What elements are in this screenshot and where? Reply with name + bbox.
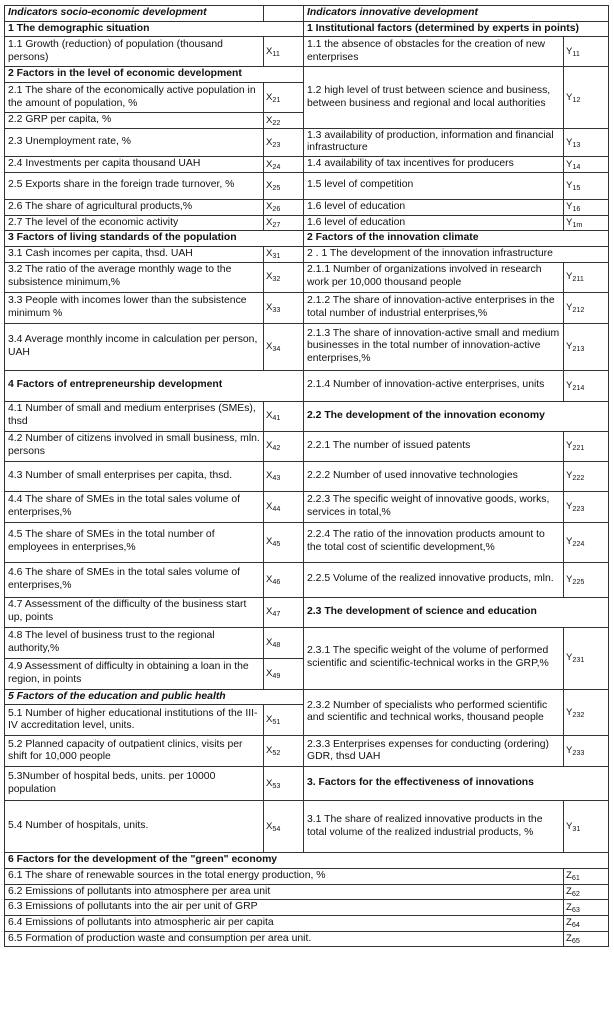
section-row xyxy=(5,231,609,247)
indicator-label: 4.2 Number of citizens involved in small business, mln. persons xyxy=(5,431,264,461)
indicator-code: $Y_{12}$ xyxy=(564,67,609,128)
indicator-label: 1.5 level of competition xyxy=(304,172,564,199)
indicator-code: $Y_{232}$ xyxy=(564,689,609,736)
table-row xyxy=(5,801,609,853)
indicator-label: 5.2 Planned capacity of outpatient clinics, visits per shift for 10,000 people xyxy=(5,736,264,767)
table-row xyxy=(5,522,609,562)
table-row xyxy=(5,900,609,916)
indicator-code: $Y_{213}$ xyxy=(564,323,609,370)
section-title: 4 Factors of entrepreneurship development xyxy=(5,370,304,401)
indicator-code: $Y_{16}$ xyxy=(564,199,609,215)
indicator-code: $X_{33}$ xyxy=(264,292,304,323)
table-row xyxy=(5,431,609,461)
indicator-label: 1.1 the absence of obstacles for the creation of new enterprises xyxy=(304,37,564,67)
indicator-code: $Y_{221}$ xyxy=(564,431,609,461)
indicator-label: 6.5 Formation of production waste and consumption per area unit. xyxy=(5,931,564,947)
indicator-code: $Z_{62}$ xyxy=(564,884,609,900)
table-row xyxy=(5,323,609,370)
indicator-code: $X_{41}$ xyxy=(264,401,304,431)
table-row xyxy=(5,157,609,173)
indicator-code: $Y_{14}$ xyxy=(564,157,609,173)
indicator-label: 4.6 The share of SMEs in the total sales volume of enterprises,% xyxy=(5,562,264,597)
indicator-label: 3.1 The share of realized innovative products in the total volume of the realized industrial products, % xyxy=(304,801,564,853)
indicator-label: 1.1 Growth (reduction) of population (thousand persons) xyxy=(5,37,264,67)
indicator-label: 6.3 Emissions of pollutants into the air per unit of GRP xyxy=(5,900,564,916)
indicator-code: $Z_{64}$ xyxy=(564,916,609,932)
table-row xyxy=(5,562,609,597)
indicator-code: $X_{26}$ xyxy=(264,199,304,215)
table-row xyxy=(5,401,609,431)
subsection-title: 2.3 The development of science and education xyxy=(304,597,609,627)
indicator-code: $Y_{214}$ xyxy=(564,370,609,401)
indicator-code: $X_{22}$ xyxy=(264,113,304,129)
indicator-code: $Y_{11}$ xyxy=(564,37,609,67)
indicator-code: $Y_{1m}$ xyxy=(564,215,609,231)
indicator-label: 6.1 The share of renewable sources in the total energy production, % xyxy=(5,868,564,884)
section-row xyxy=(5,21,609,37)
indicator-label: 2.1 The share of the economically active population in the amount of population, % xyxy=(5,83,264,113)
indicator-code: $X_{21}$ xyxy=(264,83,304,113)
indicator-label: 2.2.1 The number of issued patents xyxy=(304,431,564,461)
indicator-code: $X_{31}$ xyxy=(264,246,304,262)
indicator-code: $Z_{61}$ xyxy=(564,868,609,884)
indicator-label: 2.2.5 Volume of the realized innovative products, mln. xyxy=(304,562,564,597)
subsection-title: 2.2 The development of the innovation economy xyxy=(304,401,609,431)
table-row xyxy=(5,215,609,231)
table-row xyxy=(5,736,609,767)
section-title: 2 Factors of the innovation climate xyxy=(304,231,609,247)
indicator-label: 1.6 level of education xyxy=(304,215,564,231)
indicator-label: 2.4 Investments per capita thousand UAH xyxy=(5,157,264,173)
indicator-label: 3.4 Average monthly income in calculation per person, UAH xyxy=(5,323,264,370)
indicator-label: 1.6 level of education xyxy=(304,199,564,215)
indicator-code: $X_{34}$ xyxy=(264,323,304,370)
table-row xyxy=(5,767,609,801)
right-column-header: Indicators innovative development xyxy=(304,6,609,22)
indicator-code: $X_{43}$ xyxy=(264,461,304,491)
indicator-code: $X_{51}$ xyxy=(264,705,304,736)
section-title: 1 Institutional factors (determined by experts in points) xyxy=(304,21,609,37)
indicator-label: 4.5 The share of SMEs in the total number of employees in enterprises,% xyxy=(5,522,264,562)
table-row xyxy=(5,292,609,323)
indicator-code: $Y_{223}$ xyxy=(564,491,609,522)
section-row xyxy=(5,853,609,869)
indicator-label: 3.1 Cash incomes per capita, thsd. UAH xyxy=(5,246,264,262)
indicator-code: $X_{54}$ xyxy=(264,801,304,853)
table-row xyxy=(5,627,609,658)
indicator-code: $Y_{211}$ xyxy=(564,262,609,292)
indicator-code: $X_{23}$ xyxy=(264,128,304,156)
indicator-label: 1.3 availability of production, information and financial infrastructure xyxy=(304,128,564,156)
indicator-code: $X_{53}$ xyxy=(264,767,304,801)
indicator-code: $X_{32}$ xyxy=(264,262,304,292)
indicator-code: $Z_{63}$ xyxy=(564,900,609,916)
table-row xyxy=(5,868,609,884)
indicator-label: 5.1 Number of higher educational institutions of the III-IV accreditation level, units. xyxy=(5,705,264,736)
indicator-label: 2.1.1 Number of organizations involved in research work per 10,000 thousand people xyxy=(304,262,564,292)
indicator-label: 2.3.3 Enterprises expenses for conducting (ordering) GDR, thsd UAH xyxy=(304,736,564,767)
section-row xyxy=(5,370,609,401)
indicator-code: $X_{45}$ xyxy=(264,522,304,562)
indicator-label: 4.8 The level of business trust to the regional authority,% xyxy=(5,627,264,658)
indicator-label: 2.2.2 Number of used innovative technologies xyxy=(304,461,564,491)
table-row xyxy=(5,128,609,156)
indicator-label: 5.3Number of hospital beds, units. per 10000 population xyxy=(5,767,264,801)
section-title: 5 Factors of the education and public health xyxy=(5,689,304,705)
indicator-label: 2.3.1 The specific weight of the volume of performed scientific and scientific-technical works in the GRP,% xyxy=(304,627,564,689)
indicator-code: $Y_{233}$ xyxy=(564,736,609,767)
table-row xyxy=(5,931,609,947)
indicator-code: $X_{48}$ xyxy=(264,627,304,658)
indicator-code: $X_{52}$ xyxy=(264,736,304,767)
indicator-code: $X_{24}$ xyxy=(264,157,304,173)
left-column-header: Indicators socio-economic development xyxy=(5,6,264,22)
indicator-code: $X_{11}$ xyxy=(264,37,304,67)
indicator-code: $X_{46}$ xyxy=(264,562,304,597)
table-row xyxy=(5,67,609,83)
indicator-code: $Z_{65}$ xyxy=(564,931,609,947)
subsection-title: 2 . 1 The development of the innovation infrastructure xyxy=(304,246,609,262)
indicator-label: 2.7 The level of the economic activity xyxy=(5,215,264,231)
indicator-label: 2.5 Exports share in the foreign trade turnover, % xyxy=(5,172,264,199)
indicator-code: $X_{47}$ xyxy=(264,597,304,627)
indicator-code: $Y_{13}$ xyxy=(564,128,609,156)
section-title: 3 Factors of living standards of the population xyxy=(5,231,304,247)
indicator-code: $Y_{31}$ xyxy=(564,801,609,853)
indicator-label: 4.7 Assessment of the difficulty of the business start up, points xyxy=(5,597,264,627)
indicator-label: 6.2 Emissions of pollutants into atmosphere per area unit xyxy=(5,884,564,900)
indicator-label: 2.2.3 The specific weight of innovative goods, works, services in total,% xyxy=(304,491,564,522)
indicator-label: 4.4 The share of SMEs in the total sales volume of enterprises,% xyxy=(5,491,264,522)
subsection-title: 3. Factors for the effectiveness of innovations xyxy=(304,767,609,801)
indicator-code: $X_{44}$ xyxy=(264,491,304,522)
section-title: 1 The demographic situation xyxy=(5,21,304,37)
indicator-label: 2.1.3 The share of innovation-active small and medium businesses in the total number of innovation-active enterprises,% xyxy=(304,323,564,370)
indicator-label: 2.3 Unemployment rate, % xyxy=(5,128,264,156)
table-row xyxy=(5,597,609,627)
header-row xyxy=(5,6,609,22)
indicator-label: 3.2 The ratio of the average monthly wage to the subsistence minimum,% xyxy=(5,262,264,292)
indicator-code: $X_{49}$ xyxy=(264,658,304,689)
indicator-label: 4.3 Number of small enterprises per capita, thsd. xyxy=(5,461,264,491)
indicator-label: 4.9 Assessment of difficulty in obtaining a loan in the region, in points xyxy=(5,658,264,689)
indicator-label: 2.1.4 Number of innovation-active enterprises, units xyxy=(304,370,564,401)
indicator-code: $X_{42}$ xyxy=(264,431,304,461)
table-row xyxy=(5,172,609,199)
table-row xyxy=(5,246,609,262)
indicator-label: 1.2 high level of trust between science and business, between business and regional and local authorities xyxy=(304,67,564,128)
table-row xyxy=(5,916,609,932)
indicator-code: $Y_{224}$ xyxy=(564,522,609,562)
indicator-label: 2.2.4 The ratio of the innovation products amount to the total cost of scientific development,% xyxy=(304,522,564,562)
table-row xyxy=(5,37,609,67)
indicator-label: 6.4 Emissions of pollutants into atmospheric air per capita xyxy=(5,916,564,932)
indicator-code: $X_{25}$ xyxy=(264,172,304,199)
table-row xyxy=(5,884,609,900)
indicator-label: 2.3.2 Number of specialists who performed scientific and scientific and technical works, thousand people xyxy=(304,689,564,736)
indicator-label: 2.6 The share of agricultural products,% xyxy=(5,199,264,215)
indicator-label: 3.3 People with incomes lower than the subsistence minimum % xyxy=(5,292,264,323)
indicator-code: $Y_{15}$ xyxy=(564,172,609,199)
table-row xyxy=(5,491,609,522)
indicator-label: 5.4 Number of hospitals, units. xyxy=(5,801,264,853)
indicator-label: 1.4 availability of tax incentives for producers xyxy=(304,157,564,173)
indicator-code: $Y_{212}$ xyxy=(564,292,609,323)
section-title: 6 Factors for the development of the "green" economy xyxy=(5,853,609,869)
indicator-label: 2.2 GRP per capita, % xyxy=(5,113,264,129)
table-row xyxy=(5,262,609,292)
section-title: 2 Factors in the level of economic development xyxy=(5,67,304,83)
indicator-label: 4.1 Number of small and medium enterprises (SMEs), thsd xyxy=(5,401,264,431)
indicator-code: $Y_{225}$ xyxy=(564,562,609,597)
indicators-table xyxy=(4,5,609,947)
table-row xyxy=(5,461,609,491)
section-row xyxy=(5,689,609,705)
indicator-label: 2.1.2 The share of innovation-active enterprises in the total number of industrial enterprises,% xyxy=(304,292,564,323)
indicator-code: $Y_{222}$ xyxy=(564,461,609,491)
table-row xyxy=(5,199,609,215)
indicator-code: $Y_{231}$ xyxy=(564,627,609,689)
indicator-code: $X_{27}$ xyxy=(264,215,304,231)
